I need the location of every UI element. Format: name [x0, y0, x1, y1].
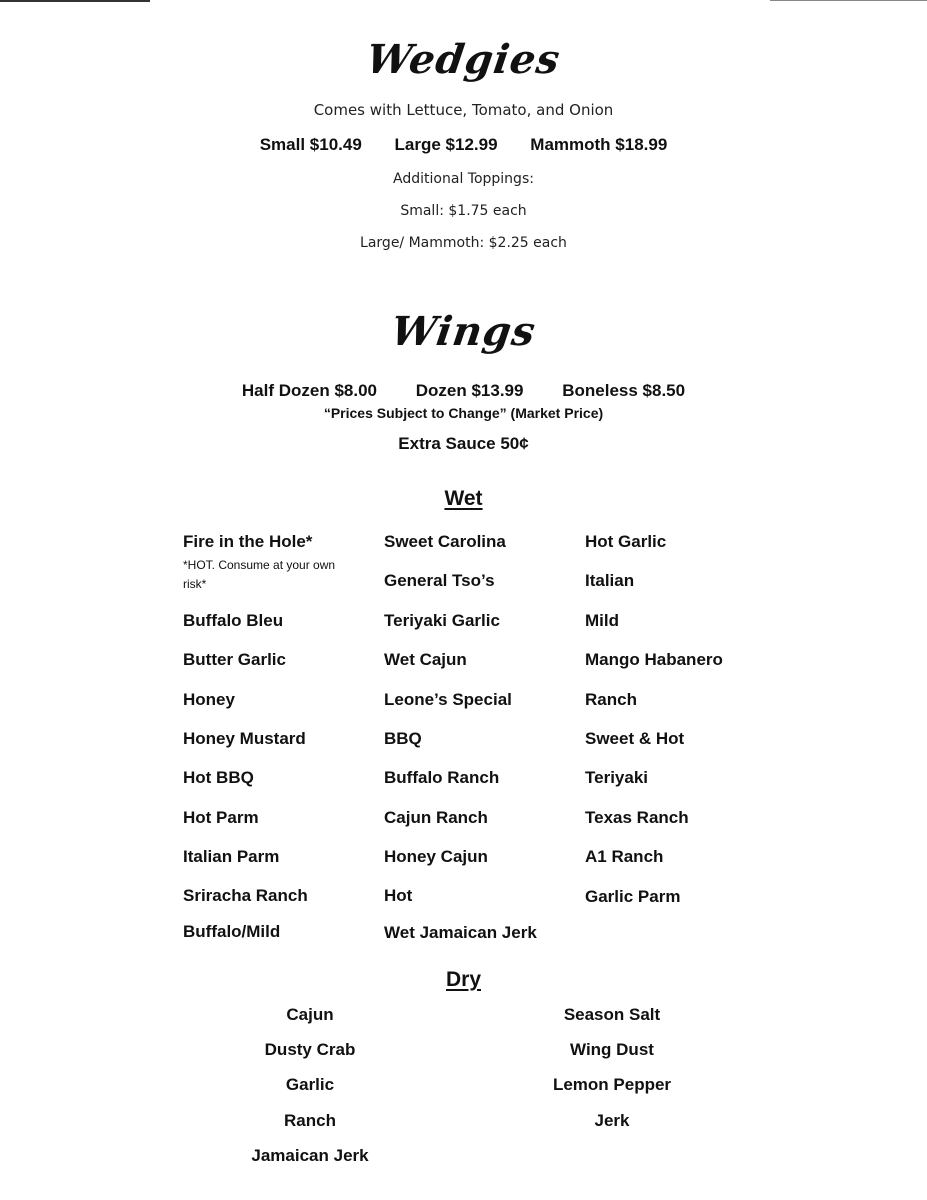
toppings-small: Small: $1.75 each	[400, 203, 527, 219]
list-item: Teriyaki	[585, 768, 649, 787]
wedgies-subtitle: Comes with Lettuce, Tomato, and Onion	[313, 101, 614, 119]
list-item: Mango Habanero	[585, 650, 723, 669]
wedgies-title: Wedgies	[363, 36, 564, 83]
list-item: Butter Garlic	[183, 650, 286, 669]
list-item: Honey Cajun	[384, 847, 488, 866]
list-item: Honey Mustard	[183, 729, 306, 748]
list-item: Honey	[183, 690, 235, 709]
scan-edge-left	[0, 0, 150, 2]
wet-heading: Wet	[444, 487, 483, 510]
list-item: Jerk	[594, 1111, 630, 1130]
extra-sauce: Extra Sauce 50¢	[398, 434, 529, 453]
list-item: Ranch	[585, 690, 637, 709]
list-item: Cajun	[286, 1005, 334, 1024]
wedgies-price-small: Small $10.49	[259, 135, 362, 154]
list-item: Ranch	[284, 1111, 336, 1130]
wedgies-price-large: Large $12.99	[394, 135, 498, 154]
list-item: Texas Ranch	[585, 808, 689, 827]
list-item: Dusty Crab	[264, 1040, 356, 1059]
list-item: Wing Dust	[570, 1040, 654, 1059]
list-item: Italian Parm	[183, 847, 280, 866]
list-item: Hot	[384, 886, 413, 905]
list-item: Cajun Ranch	[384, 808, 488, 827]
list-item: Leone’s Special	[384, 690, 512, 709]
list-item: Hot Parm	[183, 808, 259, 827]
scan-edge-right	[770, 0, 927, 1]
wings-title: Wings	[388, 308, 539, 355]
list-item: Buffalo Ranch	[384, 768, 500, 787]
wings-price-row	[0, 381, 927, 401]
list-item: A1 Ranch	[585, 847, 664, 866]
wings-price-half-dozen: Half Dozen $8.00	[241, 381, 378, 400]
list-item: Sriracha Ranch	[183, 886, 308, 905]
list-item: Wet Jamaican Jerk	[384, 923, 537, 942]
wings-price-dozen: Dozen $13.99	[415, 381, 524, 400]
list-item: Garlic Parm	[585, 887, 681, 906]
list-item: Wet Cajun	[384, 650, 467, 669]
list-item: Teriyaki Garlic	[384, 611, 500, 630]
list-item: BBQ	[384, 729, 422, 748]
list-item: Sweet & Hot	[585, 729, 685, 748]
list-item: Season Salt	[563, 1005, 661, 1024]
list-item: Hot Garlic	[585, 532, 667, 551]
dry-heading: Dry	[445, 968, 482, 991]
list-item: Sweet Carolina	[384, 532, 506, 551]
fire-in-the-hole-note: *HOT. Consume at your own risk*	[183, 558, 336, 591]
wings-price-note: “Prices Subject to Change” (Market Price)	[323, 405, 604, 421]
list-item: Buffalo/Mild	[183, 922, 281, 941]
list-item: Garlic	[285, 1075, 335, 1094]
list-item: Lemon Pepper	[552, 1075, 672, 1094]
list-item: Fire in the Hole*	[183, 532, 313, 551]
wedgies-price-mammoth: Mammoth $18.99	[530, 135, 668, 154]
list-item: Jamaican Jerk	[251, 1146, 369, 1165]
toppings-header: Additional Toppings:	[393, 171, 534, 187]
toppings-large: Large/ Mammoth: $2.25 each	[360, 235, 567, 251]
list-item: Mild	[585, 611, 619, 630]
list-item: Hot BBQ	[183, 768, 254, 787]
list-item: General Tso’s	[384, 571, 495, 590]
wings-price-boneless: Boneless $8.50	[562, 381, 686, 400]
list-item: Buffalo Bleu	[183, 611, 284, 630]
list-item: Italian	[585, 571, 635, 590]
wedgies-price-row	[0, 135, 927, 155]
